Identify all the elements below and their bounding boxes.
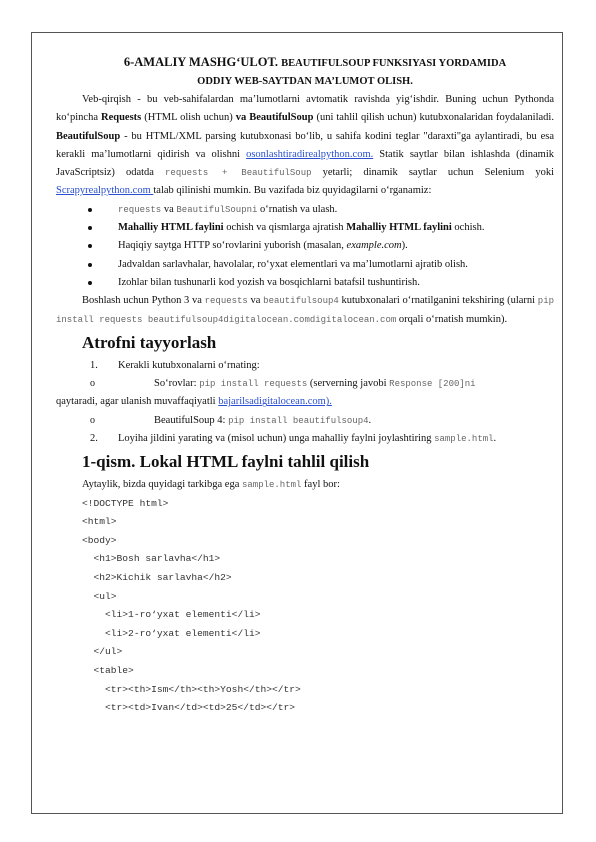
- bullet-icon: [88, 208, 92, 212]
- intro-text-6: yetarli; dinamik saytlar uchun Selenium yoki: [311, 167, 554, 179]
- bullet-italic: example.com: [346, 240, 402, 252]
- code-requests: requests: [204, 296, 248, 307]
- code-pip-bs4: pip install beautifulsoup4: [228, 415, 369, 426]
- numbered-item: [56, 357, 554, 375]
- code-line: <ul>: [82, 590, 117, 602]
- bullet-bold: Mahalliy HTML faylini: [118, 222, 224, 234]
- code-pip-install: pip install requests beautifulsoup4digitalocean.comdigitalocean.com: [56, 296, 554, 325]
- bullet-text: Haqiqiy saytga HTTP so‘rovlarini yuborish (masalan,: [118, 240, 347, 252]
- intro-bold-bs2: BeautifulSoup: [56, 130, 121, 142]
- code-line: <tr><td>Ivan</td><td>25</td></tr>: [82, 702, 296, 714]
- code-line: <html>: [82, 516, 117, 528]
- list-item: [56, 256, 554, 274]
- bullet-icon: [88, 263, 92, 267]
- circle-bullet-icon: o: [90, 378, 95, 390]
- item-number: 2.: [90, 433, 98, 445]
- intro-text-5: Statik saytlar bilan ishlashda (dinamik JavaScriptsiz) odatda: [56, 148, 554, 179]
- code-beautifulsoupni: BeautifulSoupni: [176, 204, 258, 215]
- code-line: <tr><th>Ism</th><th>Yosh</th></tr>: [82, 683, 301, 695]
- circle-bullet-icon: o: [90, 414, 95, 426]
- sub-item: [56, 412, 554, 430]
- code-sample-html: sample.html: [434, 434, 494, 445]
- code-line: <!DOCTYPE html>: [82, 497, 169, 509]
- part1-text: Aytaylik, bizda quyidagi tarkibga ega: [82, 479, 242, 491]
- code-line: <body>: [82, 534, 117, 546]
- item-number: 1.: [90, 359, 98, 371]
- item-text: Loyiha jildini yarating va (misol uchun) unga mahalliy faylni joylashtiring: [118, 433, 435, 445]
- bullet-icon: [88, 281, 92, 285]
- intro-text-1: Veb-qirqish - bu veb-sahifalardan ma’lumotlarni avtomatik ravishda yig‘ishdir. Buning uchun Pythonda ko‘pincha: [56, 94, 554, 124]
- code-line: <table>: [82, 664, 134, 676]
- list-item: [56, 219, 554, 237]
- start-paragraph: [56, 292, 554, 329]
- part1-intro: [56, 476, 554, 494]
- bullet-text: va: [161, 203, 177, 215]
- numbered-item: [56, 430, 554, 448]
- list-item: [56, 274, 554, 292]
- intro-text-2: (HTML olish uchun): [141, 112, 236, 124]
- sub-item: [56, 375, 554, 393]
- code-requests: requests: [118, 204, 162, 215]
- document-subtitle: ODDIY WEB-SAYTDAN MA’LUMOT OLISH.: [197, 76, 413, 87]
- list-item: [56, 237, 554, 255]
- bullet-text: ochish va qismlarga ajratish: [223, 222, 347, 234]
- intro-text-7: talab qilinishi mumkin. Bu vazifada biz quyidagilarni o‘rganamiz:: [153, 185, 432, 197]
- sub-text: So‘rovlar:: [154, 378, 200, 390]
- sub-text: (serverning javobi: [307, 378, 390, 390]
- item-text: .: [493, 433, 497, 445]
- bullet-text: ochish.: [451, 222, 485, 234]
- document-body: [56, 53, 554, 718]
- intro-bold-requests: Requests: [101, 112, 142, 124]
- code-line: <h1>Bosh sarlavha</h1>: [82, 553, 221, 565]
- intro-bold-bs: va BeautifulSoup: [235, 112, 314, 124]
- intro-text-4: - bu HTML/XML parsing kutubxonasi bo‘lib, u sahifa kodini teglar "daraxti"ga aylantiradi, bu esa kerakli ma’lumotlarni qidirish va olishni: [56, 130, 554, 160]
- title-rest: BEAUTIFULSOUP FUNKSIYASI YORDAMIDA: [281, 58, 507, 69]
- code-block: [56, 495, 554, 718]
- section-heading-part1: 1-qism. Lokal HTML faylni tahlil qilish: [82, 452, 370, 472]
- start-text-3: kutubxonalari o‘rnatilganini tekshiring (ularni: [338, 295, 538, 307]
- code-line: <h2>Kichik sarlavha</h2>: [82, 572, 232, 584]
- code-sample-html: sample.html: [242, 480, 302, 491]
- code-beautifulsoup4: beautifulsoup4: [263, 296, 339, 307]
- code-line: <li>1-ro‘yxat elementi</li>: [82, 609, 261, 621]
- bullet-bold: Mahalliy HTML faylini: [346, 222, 452, 234]
- intro-text-3: (uni tahlil qilish uchun) kutubxonalaridan foydalaniladi.: [313, 112, 554, 124]
- bullet-text: o‘rnatish va ulash.: [257, 203, 338, 215]
- title-main: 6-AMALIY MASHG‘ULOT.: [123, 55, 279, 69]
- start-text-4: orqali o‘rnatish mumkin).: [396, 313, 508, 325]
- start-text-1: Boshlash uchun Python 3 va: [82, 295, 205, 307]
- link-digitalocean[interactable]: bajarilsadigitalocean.com).: [218, 396, 332, 408]
- bullet-icon: [88, 244, 92, 248]
- part1-text: fayl bor:: [301, 479, 340, 491]
- bullet-text: ).: [401, 240, 408, 252]
- code-requests-bs: requests + BeautifulSoup: [165, 168, 312, 179]
- sub-text: qaytaradi, agar ulanish muvaffaqiyatli: [56, 396, 219, 408]
- sub-text: BeautifulSoup 4:: [154, 414, 229, 426]
- code-line: </ul>: [82, 646, 123, 658]
- bullet-text: Izohlar bilan tushunarli kod yozish va bosqichlarni batafsil tushuntirish.: [118, 276, 420, 288]
- link-realpython-1[interactable]: osonlashtiradirealpython.com.: [246, 148, 374, 160]
- bullet-text: Jadvaldan sarlavhalar, havolalar, ro‘yxat elementlari va ma’lumotlarni ajratib olish.: [118, 258, 468, 270]
- sub-text: .: [368, 414, 372, 426]
- section-heading-setup: Atrofni tayyorlash: [82, 332, 217, 352]
- start-text-2: va: [247, 295, 264, 307]
- bullet-icon: [88, 226, 92, 230]
- code-line: <li>2-ro‘yxat elementi</li>: [82, 627, 261, 639]
- document-title: [56, 53, 554, 73]
- link-realpython-2[interactable]: Scrapyrealpython.com: [56, 185, 154, 197]
- list-item: [56, 201, 554, 219]
- item-text: Kerakli kutubxonalarni o‘rnating:: [118, 359, 260, 371]
- intro-paragraph: [56, 91, 554, 201]
- code-response: Response [200]ni: [389, 379, 476, 390]
- code-pip-requests: pip install requests: [199, 379, 308, 390]
- sub-item-continuation: [56, 393, 554, 411]
